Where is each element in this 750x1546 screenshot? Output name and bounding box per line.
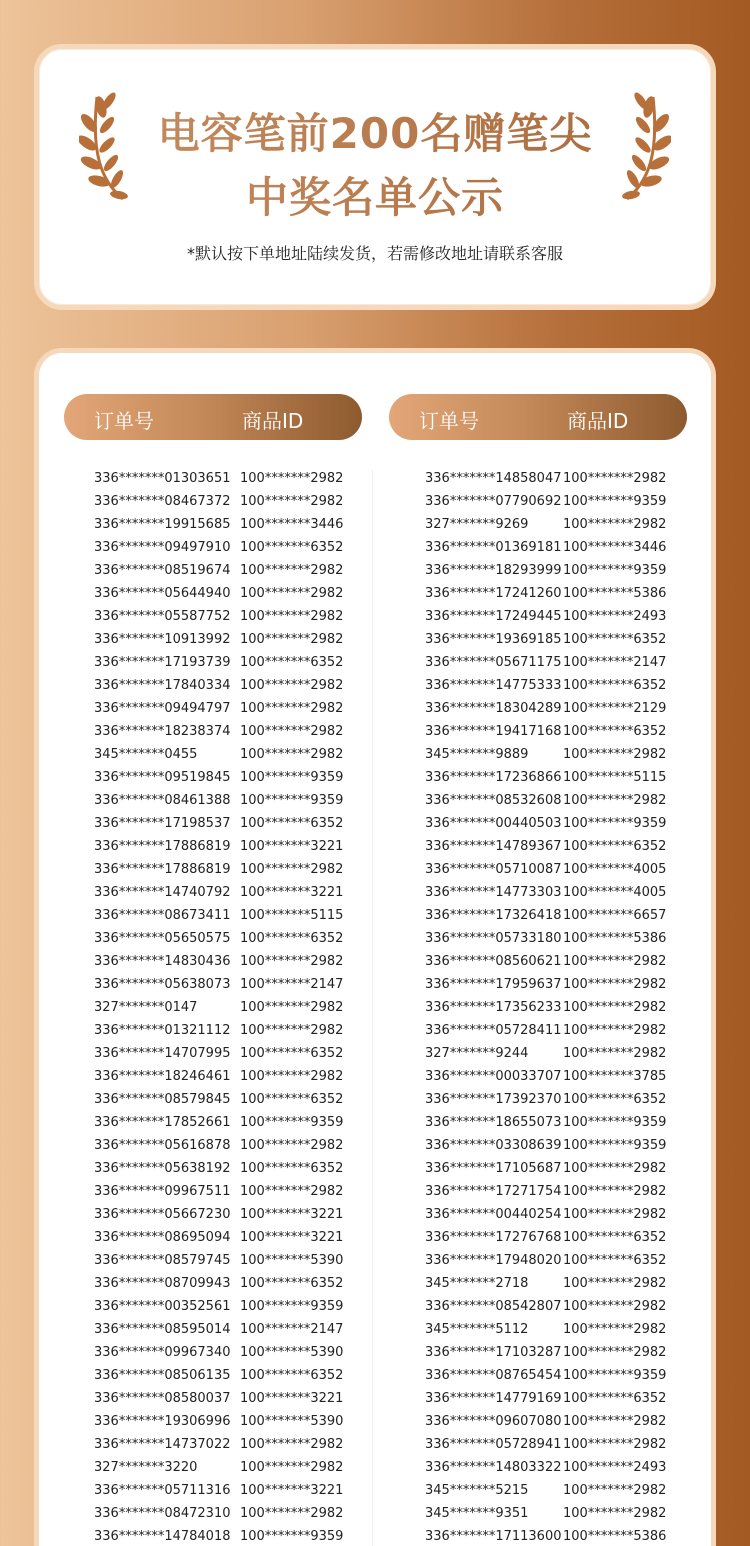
- product-id: 100*******2982: [240, 954, 344, 969]
- order-number: 336*******09519845: [94, 770, 231, 785]
- product-id: 100*******2982: [240, 1437, 344, 1452]
- product-id: 100*******2982: [563, 1000, 667, 1015]
- order-number: 345*******5215: [425, 1483, 529, 1498]
- order-number: 336*******07790692: [425, 494, 562, 509]
- order-number: 336*******14737022: [94, 1437, 231, 1452]
- order-number: 336*******17276768: [425, 1230, 562, 1245]
- product-id: 100*******2982: [563, 1345, 667, 1360]
- product-id: 100*******2982: [240, 1069, 344, 1084]
- product-id: 100*******2982: [240, 747, 344, 762]
- product-id: 100*******2982: [563, 1437, 667, 1452]
- product-id: 100*******2982: [240, 1138, 344, 1153]
- product-id: 100*******5386: [563, 931, 667, 946]
- order-number: 336*******09967511: [94, 1184, 231, 1199]
- product-id: 100*******3446: [563, 540, 667, 555]
- order-number: 336*******05644940: [94, 586, 231, 601]
- order-number: 345*******9889: [425, 747, 529, 762]
- order-number: 336*******17886819: [94, 862, 231, 877]
- order-number: 336*******00033707: [425, 1069, 562, 1084]
- product-id: 100*******9359: [240, 793, 344, 808]
- order-number: 336*******05733180: [425, 931, 562, 946]
- product-id: 100*******5115: [563, 770, 667, 785]
- order-number: 336*******18293999: [425, 563, 562, 578]
- order-number: 336*******08461388: [94, 793, 231, 808]
- order-number: 336*******18246461: [94, 1069, 231, 1084]
- order-number: 336*******14784018: [94, 1529, 231, 1544]
- order-number: 336*******03308639: [425, 1138, 562, 1153]
- product-id: 100*******9359: [563, 1138, 667, 1153]
- order-number: 336*******00440254: [425, 1207, 562, 1222]
- product-id: 100*******3221: [240, 1391, 344, 1406]
- order-number: 336*******08595014: [94, 1322, 231, 1337]
- order-number: 336*******18238374: [94, 724, 231, 739]
- order-number: 336*******05728411: [425, 1023, 562, 1038]
- order-number: 336*******17105687: [425, 1161, 562, 1176]
- left-column-header: [64, 394, 362, 440]
- product-id: 100*******3221: [240, 1230, 344, 1245]
- product-id: 100*******2982: [563, 1207, 667, 1222]
- order-number-header: 订单号: [94, 409, 154, 433]
- product-id: 100*******2982: [563, 747, 667, 762]
- product-id: 100*******6352: [240, 931, 344, 946]
- product-id: 100*******2982: [563, 954, 667, 969]
- product-id: 100*******6352: [240, 1368, 344, 1383]
- order-number: 327*******3220: [94, 1460, 198, 1475]
- order-number: 336*******09497910: [94, 540, 231, 555]
- product-id: 100*******6352: [240, 540, 344, 555]
- product-id: 100*******2982: [240, 1506, 344, 1521]
- product-id: 100*******2982: [563, 1276, 667, 1291]
- product-id: 100*******9359: [563, 1115, 667, 1130]
- column-divider: [372, 470, 373, 1546]
- product-id: 100*******2982: [240, 701, 344, 716]
- product-id: 100*******3221: [240, 1207, 344, 1222]
- product-id: 100*******2982: [240, 1023, 344, 1038]
- order-number: 336*******05667230: [94, 1207, 231, 1222]
- order-number: 336*******17198537: [94, 816, 231, 831]
- product-id: 100*******2982: [563, 977, 667, 992]
- order-number: 336*******19369185: [425, 632, 562, 647]
- product-id-header: 商品ID: [567, 409, 629, 433]
- product-id: 100*******2982: [563, 1046, 667, 1061]
- product-id: 100*******2982: [240, 471, 344, 486]
- order-number: 336*******14858047: [425, 471, 562, 486]
- product-id: 100*******2982: [563, 1483, 667, 1498]
- product-id: 100*******2982: [563, 471, 667, 486]
- product-id: 100*******3221: [240, 1483, 344, 1498]
- product-id: 100*******2982: [240, 563, 344, 578]
- product-id: 100*******6352: [563, 1230, 667, 1245]
- product-id: 100*******9359: [563, 563, 667, 578]
- order-number: 336*******14789367: [425, 839, 562, 854]
- order-number: 336*******17326418: [425, 908, 562, 923]
- product-id: 100*******2982: [563, 1322, 667, 1337]
- product-id: 100*******6352: [563, 1391, 667, 1406]
- product-id: 100*******6352: [563, 678, 667, 693]
- product-id: 100*******6657: [563, 908, 667, 923]
- product-id: 100*******2493: [563, 1460, 667, 1475]
- product-id: 100*******6352: [563, 632, 667, 647]
- order-number: 336*******05638192: [94, 1161, 231, 1176]
- product-id: 100*******2982: [563, 1506, 667, 1521]
- product-id: 100*******2982: [563, 1414, 667, 1429]
- product-id: 100*******9359: [563, 494, 667, 509]
- order-number: 327*******9244: [425, 1046, 529, 1061]
- order-number: 336*******18655073: [425, 1115, 562, 1130]
- product-id: 100*******9359: [563, 816, 667, 831]
- order-number: 336*******14740792: [94, 885, 231, 900]
- product-id: 100*******2982: [563, 1161, 667, 1176]
- product-id: 100*******2129: [563, 701, 667, 716]
- product-id: 100*******9359: [240, 770, 344, 785]
- product-id: 100*******6352: [563, 1092, 667, 1107]
- product-id: 100*******6352: [563, 839, 667, 854]
- product-id: 100*******9359: [240, 1299, 344, 1314]
- title-line-1: 电容笔前200名赠笔尖: [39, 101, 711, 161]
- order-number: 336*******01321112: [94, 1023, 231, 1038]
- order-number: 336*******14775333: [425, 678, 562, 693]
- order-number: 336*******17249445: [425, 609, 562, 624]
- product-id: 100*******3446: [240, 517, 344, 532]
- product-id: 100*******6352: [240, 1092, 344, 1107]
- order-number: 336*******08519674: [94, 563, 231, 578]
- order-number: 336*******17840334: [94, 678, 231, 693]
- order-number: 336*******17271754: [425, 1184, 562, 1199]
- product-id: 100*******2982: [240, 678, 344, 693]
- product-id: 100*******2982: [240, 609, 344, 624]
- product-id: 100*******2147: [563, 655, 667, 670]
- product-id: 100*******2982: [240, 1000, 344, 1015]
- order-number: 336*******09967340: [94, 1345, 231, 1360]
- order-number: 336*******09607080: [425, 1414, 562, 1429]
- product-id: 100*******6352: [240, 1161, 344, 1176]
- order-number: 345*******0455: [94, 747, 198, 762]
- product-id: 100*******5386: [563, 586, 667, 601]
- order-number: 336*******08532608: [425, 793, 562, 808]
- product-id: 100*******5115: [240, 908, 344, 923]
- order-number: 336*******14773303: [425, 885, 562, 900]
- order-number: 336*******05711316: [94, 1483, 231, 1498]
- order-number: 327*******9269: [425, 517, 529, 532]
- order-number: 336*******19417168: [425, 724, 562, 739]
- order-number: 336*******05616878: [94, 1138, 231, 1153]
- order-number: 336*******18304289: [425, 701, 562, 716]
- order-number: 336*******05587752: [94, 609, 231, 624]
- header-card: [34, 44, 716, 310]
- order-number: 345*******2718: [425, 1276, 529, 1291]
- order-number: 336*******01369181: [425, 540, 562, 555]
- order-number: 336*******17113600: [425, 1529, 562, 1544]
- order-number: 336*******17392370: [425, 1092, 562, 1107]
- order-number: 336*******08695094: [94, 1230, 231, 1245]
- order-number: 336*******17103287: [425, 1345, 562, 1360]
- order-number: 336*******14779169: [425, 1391, 562, 1406]
- order-number: 336*******14830436: [94, 954, 231, 969]
- product-id: 100*******4005: [563, 862, 667, 877]
- product-id: 100*******2982: [240, 632, 344, 647]
- product-id: 100*******3785: [563, 1069, 667, 1084]
- order-number: 336*******14707995: [94, 1046, 231, 1061]
- product-id: 100*******2982: [240, 1184, 344, 1199]
- order-number-header: 订单号: [419, 409, 479, 433]
- product-id: 100*******3221: [240, 839, 344, 854]
- product-id: 100*******5390: [240, 1345, 344, 1360]
- order-number: 336*******17236866: [425, 770, 562, 785]
- title-line-2: 中奖名单公示: [39, 165, 711, 225]
- order-number: 336*******10913992: [94, 632, 231, 647]
- order-number: 336*******17886819: [94, 839, 231, 854]
- product-id: 100*******9359: [563, 1368, 667, 1383]
- order-number: 336*******14803322: [425, 1460, 562, 1475]
- product-id: 100*******9359: [240, 1529, 344, 1544]
- product-id: 100*******5390: [240, 1253, 344, 1268]
- order-number: 336*******05728941: [425, 1437, 562, 1452]
- product-id: 100*******2982: [240, 724, 344, 739]
- order-number: 336*******19306996: [94, 1414, 231, 1429]
- product-id: 100*******9359: [240, 1115, 344, 1130]
- order-number: 336*******17193739: [94, 655, 231, 670]
- order-number: 336*******05638073: [94, 977, 231, 992]
- order-number: 336*******08709943: [94, 1276, 231, 1291]
- order-number: 336*******08560621: [425, 954, 562, 969]
- order-number: 336*******08542807: [425, 1299, 562, 1314]
- product-id: 100*******5386: [563, 1529, 667, 1544]
- product-id: 100*******6352: [563, 724, 667, 739]
- product-id-header: 商品ID: [242, 409, 304, 433]
- product-id: 100*******4005: [563, 885, 667, 900]
- order-number: 336*******00440503: [425, 816, 562, 831]
- order-number: 336*******00352561: [94, 1299, 231, 1314]
- shipping-notice: *默认按下单地址陆续发货，若需修改地址请联系客服: [186, 244, 563, 263]
- product-id: 100*******2982: [563, 793, 667, 808]
- order-number: 336*******08472310: [94, 1506, 231, 1521]
- order-number: 336*******05650575: [94, 931, 231, 946]
- order-number: 327*******0147: [94, 1000, 198, 1015]
- order-number: 336*******17959637: [425, 977, 562, 992]
- product-id: 100*******2493: [563, 609, 667, 624]
- product-id: 100*******2982: [563, 517, 667, 532]
- order-number: 336*******17241260: [425, 586, 562, 601]
- order-number: 336*******09494797: [94, 701, 231, 716]
- product-id: 100*******2147: [240, 977, 344, 992]
- product-id: 100*******6352: [240, 655, 344, 670]
- product-id: 100*******2982: [563, 1023, 667, 1038]
- order-number: 336*******01303651: [94, 471, 231, 486]
- order-number: 336*******08579845: [94, 1092, 231, 1107]
- product-id: 100*******2982: [240, 586, 344, 601]
- order-number: 336*******08765454: [425, 1368, 562, 1383]
- order-number: 336*******17852661: [94, 1115, 231, 1130]
- product-id: 100*******6352: [563, 1253, 667, 1268]
- product-id: 100*******5390: [240, 1414, 344, 1429]
- right-column-header: [389, 394, 687, 440]
- product-id: 100*******6352: [240, 1046, 344, 1061]
- order-number: 336*******08580037: [94, 1391, 231, 1406]
- product-id: 100*******6352: [240, 1276, 344, 1291]
- order-number: 336*******05710087: [425, 862, 562, 877]
- product-id: 100*******2982: [240, 494, 344, 509]
- order-number: 336*******08579745: [94, 1253, 231, 1268]
- product-id: 100*******2982: [240, 862, 344, 877]
- order-number: 345*******5112: [425, 1322, 529, 1337]
- order-number: 336*******05671175: [425, 655, 562, 670]
- product-id: 100*******2982: [563, 1299, 667, 1314]
- product-id: 100*******2147: [240, 1322, 344, 1337]
- product-id: 100*******6352: [240, 816, 344, 831]
- order-number: 345*******9351: [425, 1506, 529, 1521]
- order-number: 336*******08673411: [94, 908, 231, 923]
- order-number: 336*******08506135: [94, 1368, 231, 1383]
- product-id: 100*******2982: [563, 1184, 667, 1199]
- order-number: 336*******19915685: [94, 517, 231, 532]
- product-id: 100*******3221: [240, 885, 344, 900]
- product-id: 100*******2982: [240, 1460, 344, 1475]
- order-number: 336*******08467372: [94, 494, 231, 509]
- order-number: 336*******17356233: [425, 1000, 562, 1015]
- order-number: 336*******17948020: [425, 1253, 562, 1268]
